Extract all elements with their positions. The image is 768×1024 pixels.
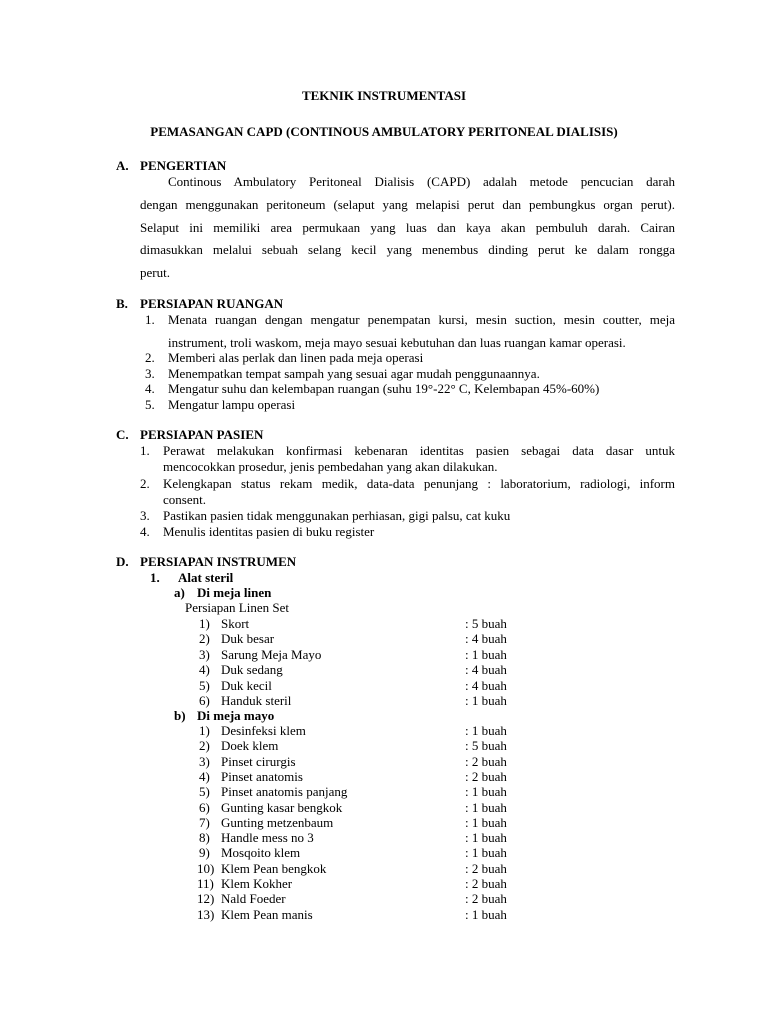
list-item-number: 1. [140, 443, 150, 458]
subsection-number: 1. [150, 570, 160, 585]
instrument-number: 4) [199, 662, 210, 678]
instrument-quantity: : 1 buah [465, 784, 507, 800]
instrument-name: Gunting kasar bengkok [221, 799, 343, 815]
instrument-name: Pinset anatomis panjang [221, 784, 348, 800]
instrument-number: 8) [199, 830, 210, 846]
instrument-quantity: : 1 buah [465, 845, 507, 861]
instrument-quantity: : 4 buah [465, 677, 507, 693]
instrument-quantity: : 1 buah [465, 830, 507, 846]
instrument-number: 13) [197, 906, 215, 922]
instrument-quantity: : 1 buah [465, 814, 507, 830]
instrument-quantity: : 1 buah [465, 906, 507, 922]
instrument-number: 3) [199, 753, 210, 769]
instrument-name: Duk sedang [221, 662, 283, 678]
list-item-number: 5. [145, 397, 155, 412]
instrument-number: 6) [199, 693, 210, 708]
instrument-number: 12) [197, 891, 215, 907]
section-a-paragraph-line: Continous Ambulatory Peritoneal Dialisis (CAPD) adalah metode pencucian darah [168, 174, 675, 189]
instrument-name: Desinfeksi klem [221, 723, 306, 738]
list-item-number: 3. [145, 366, 155, 381]
instrument-number: 3) [199, 646, 210, 662]
section-a-letter: A. [116, 158, 129, 173]
instrument-quantity: : 1 buah [465, 799, 507, 815]
list-item-text: Memberi alas perlak dan linen pada meja operasi [168, 350, 424, 365]
instrument-number: 7) [199, 814, 210, 830]
document-subtitle: PEMASANGAN CAPD (CONTINOUS AMBULATORY PERITONEAL DIALISIS) [150, 124, 618, 139]
instrument-quantity: : 4 buah [465, 631, 507, 647]
section-c-heading: PERSIAPAN PASIEN [140, 427, 264, 442]
instrument-name: Gunting metzenbaum [221, 814, 334, 830]
list-item-number: 4. [145, 381, 155, 396]
instrument-quantity: : 2 buah [465, 753, 507, 769]
list-item-text: Menata ruangan dengan mengatur penempatan kursi, mesin suction, mesin coutter, meja [168, 312, 675, 327]
instrument-name: Handuk steril [221, 693, 292, 708]
instrument-quantity: : 2 buah [465, 860, 507, 876]
instrument-name: Handle mess no 3 [221, 830, 314, 846]
section-a-paragraph-line: Selaput ini memiliki area permukaan yang luas dan kaya akan pembuluh darah. Cairan [140, 220, 675, 235]
subsection-heading: Alat steril [178, 570, 234, 585]
section-d-heading: PERSIAPAN INSTRUMEN [140, 554, 297, 569]
instrument-name: Klem Pean manis [221, 906, 313, 922]
instrument-name: Klem Pean bengkok [221, 860, 327, 876]
instrument-number: 2) [199, 738, 210, 754]
section-a-paragraph-line: perut. [140, 265, 170, 280]
list-item-number: 2. [140, 476, 150, 491]
instrument-number: 5) [199, 784, 210, 800]
list-item-text: Mengatur lampu operasi [168, 397, 296, 412]
instrument-name: Nald Foeder [221, 891, 286, 907]
instrument-quantity: : 1 buah [465, 723, 507, 738]
list-item-text: mencocokkan prosedur, jenis pembedahan yang akan dilakukan. [163, 459, 498, 474]
list-item-number: 4. [140, 524, 150, 539]
list-item-text: Perawat melakukan konfirmasi kebenaran identitas pasien sebagai data dasar untuk [163, 443, 675, 458]
list-item-number: 1. [145, 312, 155, 327]
list-item-text: Menempatkan tempat sampah yang sesuai agar mudah penggunaannya. [168, 366, 540, 381]
list-item-text: Kelengkapan status rekam medik, data-data penunjang : laboratorium, radiologi, inform [163, 476, 675, 491]
instrument-quantity: : 2 buah [465, 768, 507, 784]
section-a-paragraph-line: dimasukkan melalui sebuah selang kecil yang menembus dinding perut ke dalam rongga [140, 242, 675, 257]
instrument-name: Sarung Meja Mayo [221, 646, 322, 662]
instrument-number: 6) [199, 799, 210, 815]
instrument-quantity: : 1 buah [465, 646, 507, 662]
list-item-text: consent. [163, 492, 206, 507]
instrument-number: 1) [199, 616, 210, 631]
instrument-name: Klem Kokher [221, 876, 293, 891]
list-item-number: 3. [140, 508, 150, 523]
instrument-name: Pinset anatomis [221, 768, 303, 784]
instrument-name: Pinset cirurgis [221, 753, 296, 769]
instrument-number: 5) [199, 677, 210, 693]
instrument-number: 4) [199, 768, 210, 784]
list-item-text: Pastikan pasien tidak menggunakan perhiasan, gigi palsu, cat kuku [163, 508, 511, 523]
section-a-paragraph-line: dengan menggunakan peritoneum (selaput yang melapisi perut dan pembungkus organ perut). [140, 197, 675, 212]
list-item-number: 2. [145, 350, 155, 365]
group-a-heading: Di meja linen [197, 585, 272, 600]
instrument-quantity: : 5 buah [465, 616, 507, 631]
group-b-heading: Di meja mayo [197, 708, 275, 723]
instrument-quantity: : 1 buah [465, 693, 507, 708]
instrument-quantity: : 2 buah [465, 891, 507, 907]
instrument-name: Mosqoito klem [221, 845, 301, 861]
instrument-quantity: : 2 buah [465, 876, 507, 891]
section-c-letter: C. [116, 427, 129, 442]
section-b-heading: PERSIAPAN RUANGAN [140, 296, 284, 311]
instrument-name: Duk kecil [221, 677, 272, 693]
instrument-quantity: : 4 buah [465, 662, 507, 678]
group-a-intro: Persiapan Linen Set [185, 600, 289, 615]
instrument-name: Doek klem [221, 738, 279, 754]
instrument-quantity: : 5 buah [465, 738, 507, 754]
section-a-heading: PENGERTIAN [140, 158, 227, 173]
instrument-name: Skort [221, 616, 250, 631]
section-b-letter: B. [116, 296, 128, 311]
section-d-letter: D. [116, 554, 129, 569]
instrument-number: 1) [199, 723, 210, 738]
list-item-text: Menulis identitas pasien di buku register [163, 524, 375, 539]
instrument-number: 11) [197, 876, 214, 891]
instrument-number: 9) [199, 845, 210, 861]
instrument-number: 2) [199, 631, 210, 647]
list-item-text: Mengatur suhu dan kelembapan ruangan (suhu 19°-22° C, Kelembapan 45%-60%) [168, 381, 600, 396]
document-title: TEKNIK INSTRUMENTASI [301, 88, 467, 103]
list-item-text: instrument, troli waskom, meja mayo sesuai kebutuhan dan luas ruangan kamar operasi. [168, 335, 626, 350]
instrument-number: 10) [197, 860, 215, 876]
group-b-label: b) [174, 708, 186, 723]
group-a-label: a) [174, 585, 185, 600]
instrument-name: Duk besar [221, 631, 275, 647]
